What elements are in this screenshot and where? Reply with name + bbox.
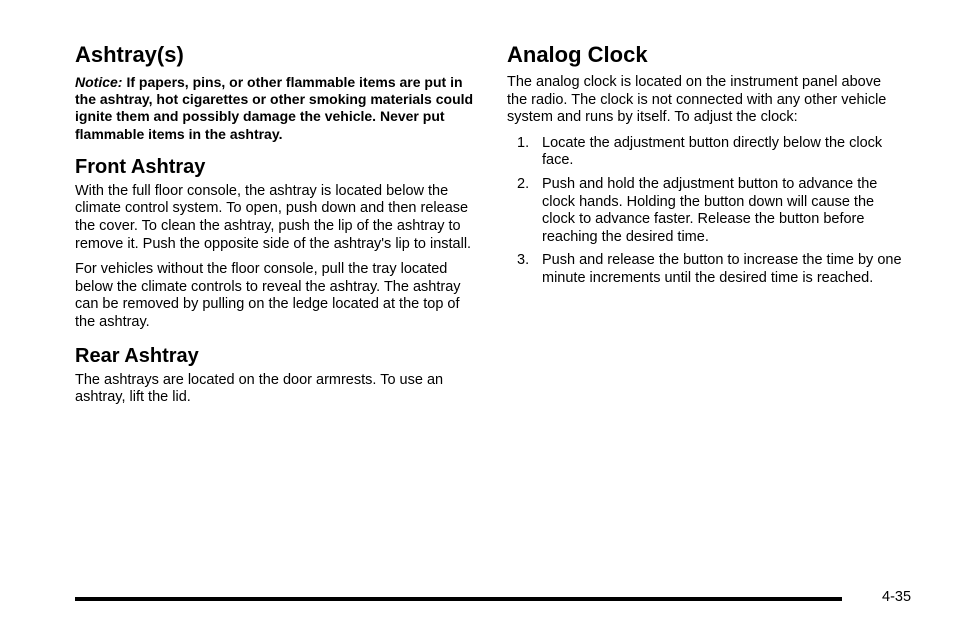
step-number: 1. [517, 134, 530, 151]
notice-paragraph [75, 74, 480, 143]
right-column [507, 38, 902, 294]
rear-ashtray-heading: Rear Ashtray [75, 344, 199, 367]
footer-rule [75, 597, 842, 601]
step-text: Push and release the button to increase the time by one minute increments until the desired time is reached. [542, 252, 902, 286]
front-ashtray-paragraph-1: With the full floor console, the ashtray is located below the climate control system. To open, push down and then release the cover. To clean the ashtray, push the lip of the ashtray to remove it. Push the opposite side of the ashtray's lip to install. [75, 182, 472, 252]
notice-text: If papers, pins, or other flammable items are put in the ashtray, hot cigarettes or other smoking materials could ignite them and possibly damage the vehicle. Never put flammable items in the ashtray. [75, 74, 474, 142]
step-number: 3. [517, 252, 530, 269]
left-column [75, 38, 480, 415]
step-text: Locate the adjustment button directly below the clock face. [542, 134, 883, 169]
analog-clock-title: Analog Clock [507, 42, 648, 67]
list-item [507, 176, 902, 246]
ashtrays-title: Ashtray(s) [75, 42, 184, 67]
notice-label: Notice: [75, 74, 123, 90]
step-text: Push and hold the adjustment button to advance the clock hands. Holding the button down will cause the clock to advance faster. Release the button before reaching the desired time. [542, 175, 878, 245]
adjust-steps-list [507, 135, 902, 288]
front-ashtray-paragraph-2: For vehicles without the floor console, pull the tray located below the climate controls to reveal the ashtray. The ashtray can be removed by pulling on the ledge located at the top of the ashtray. [75, 261, 461, 330]
step-number: 2. [517, 175, 530, 192]
analog-clock-intro: The analog clock is located on the instrument panel above the radio. The clock is not connected with any other vehicle system and runs by itself. To adjust the clock: [507, 74, 887, 126]
rear-ashtray-paragraph: The ashtrays are located on the door armrests. To use an ashtray, lift the lid. [75, 371, 444, 406]
list-item [507, 252, 902, 287]
front-ashtray-heading: Front Ashtray [75, 155, 206, 178]
page-number: 4-35 [882, 589, 912, 605]
list-item [507, 135, 902, 170]
